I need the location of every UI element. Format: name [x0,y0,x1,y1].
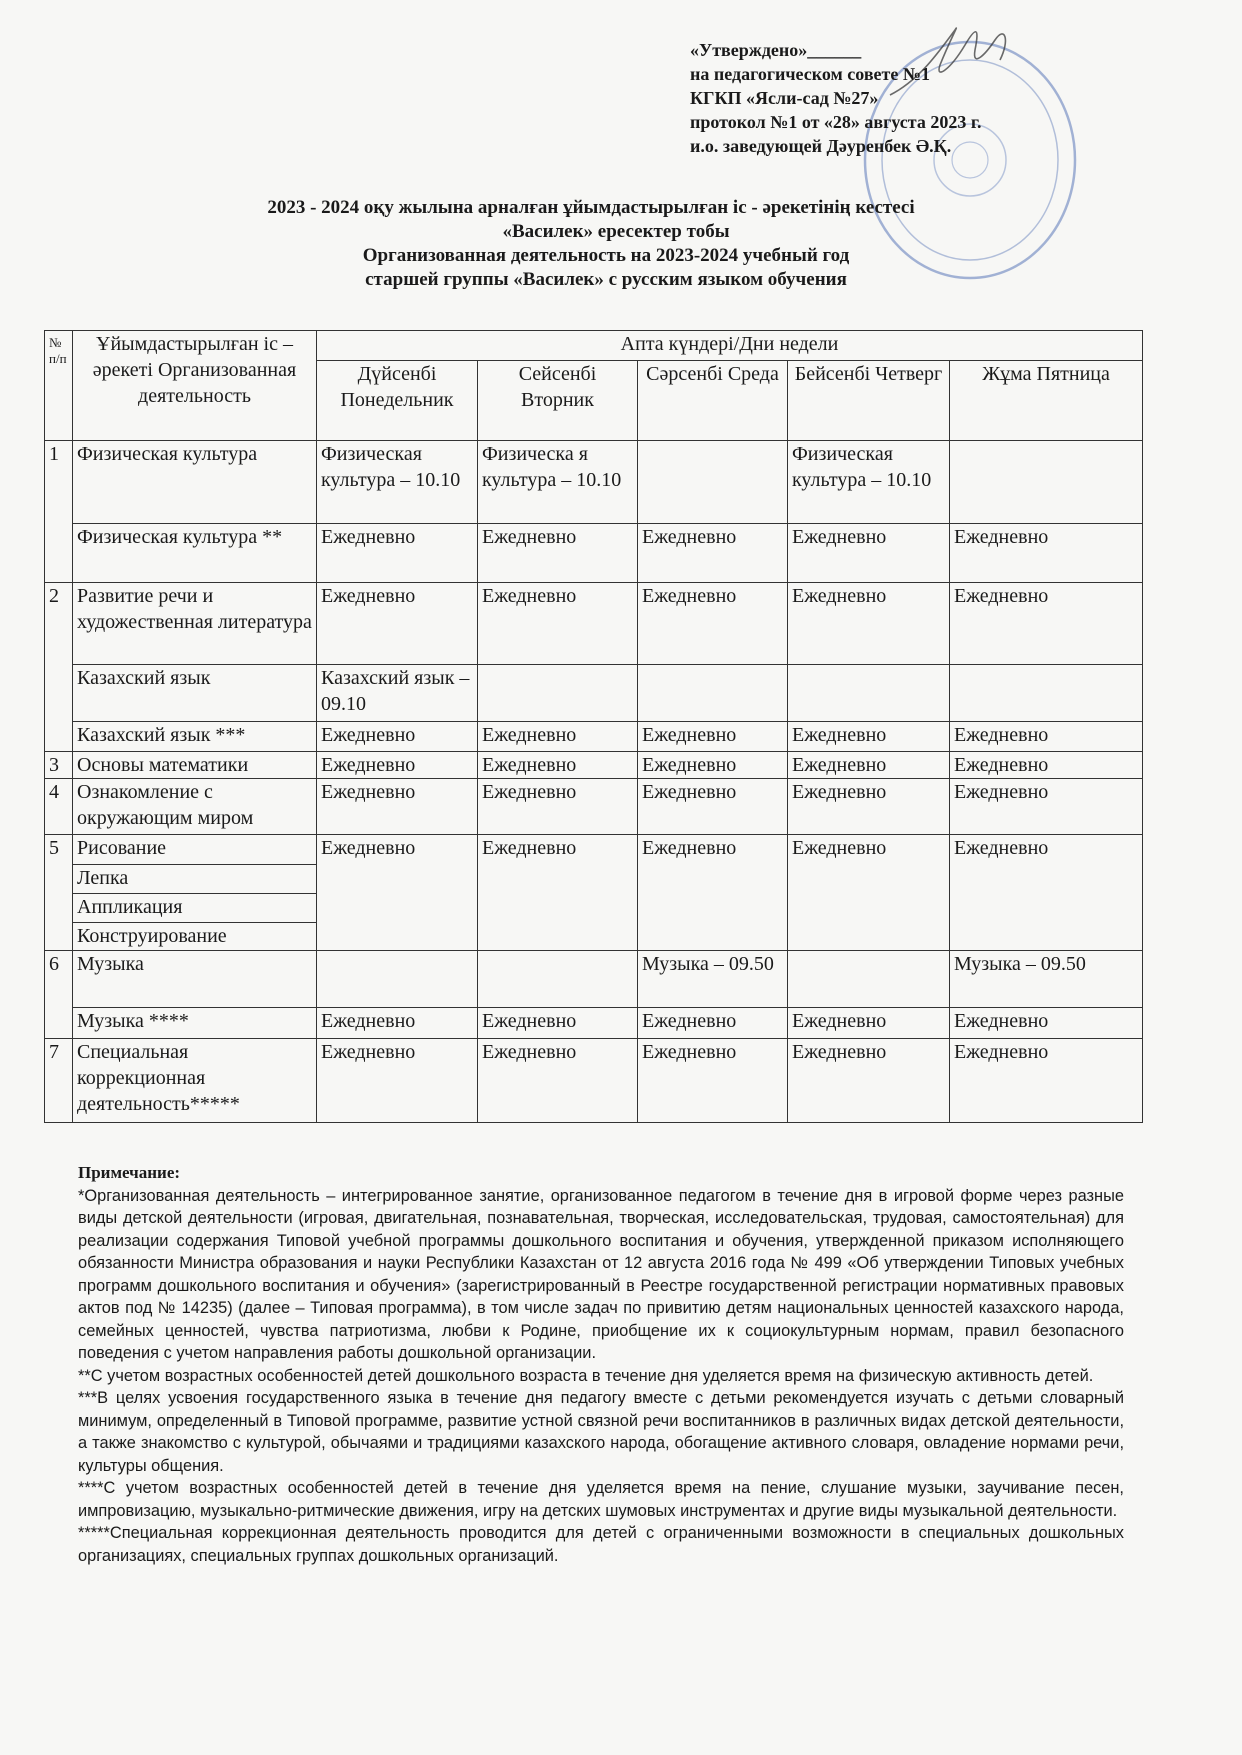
title-line-1: 2023 - 2024 оқу жылына арналған ұйымдастырылған іс - әрекетінің кестесі [267,197,915,218]
activity-name: Рисование [73,835,317,865]
approval-line-5: и.о. заведующей Дәуренбек Ә.Қ. [690,136,952,156]
cell-thu: Ежедневно [788,524,950,583]
cell-mon: Ежедневно [317,583,478,665]
cell-fri: Музыка – 09.50 [950,951,1143,1008]
cell-tue: Ежедневно [478,779,638,835]
cell-fri [950,441,1143,524]
note-5: *****Специальная коррекционная деятельность проводится для детей с ограниченными возможности в специальных дошкольных организациях, специальных группах дошкольных организаций. [78,1524,1124,1565]
cell-fri: Ежедневно [950,1039,1143,1123]
cell-mon: Ежедневно [317,752,478,779]
header-num: № п/п [45,331,73,441]
cell-tue: Ежедневно [478,752,638,779]
activity-name: Конструирование [73,923,317,951]
cell-thu: Ежедневно [788,752,950,779]
cell-thu: Ежедневно [788,779,950,835]
note-1: *Организованная деятельность – интегрированное занятие, организованное педагогом в течение дня в игровой форме через разные виды детской деятельности (игровая, двигательная, познавательная, творческая, исследовательская, трудовая, самостоятельная) для реализации содержания Типовой учебной программы дошкольного воспитания и обучения, утвержденной приказом исполняющего обязанности Министра образования и науки Республики Казахстан от 12 августа 2016 года № 499 «Об утверждении Типовых учебных программ дошкольного воспитания и обучения» (зарегистрированный в Реестре государственной регистрации нормативных правовых актов под № 14235) (далее – Типовая программа), в том числе задач по привитию детям национальных ценностей казахского народа, семейных ценностей, чувства патриотизма, любви к Родине, приобщение их к социокультурным нормам, правил безопасного поведения с учетом направления работы дошкольной организации. [78,1186,1124,1362]
table-row [45,951,1143,1008]
row-number: 4 [45,779,73,835]
cell-fri: Ежедневно [950,1008,1143,1039]
notes-section [78,1162,1124,1567]
cell-tue [478,665,638,722]
title-line-2: «Василек» ересектер тобы [502,221,730,242]
cell-tue: Ежедневно [478,583,638,665]
header-week-days: Апта күндері/Дни недели [317,331,1143,361]
cell-tue: Ежедневно [478,1039,638,1123]
cell-tue: Физическа я культура – 10.10 [478,441,638,524]
cell-wed: Ежедневно [638,835,788,951]
table-row [45,835,1143,865]
activity-name: Музыка [73,951,317,1008]
cell-thu: Ежедневно [788,1039,950,1123]
header-day-wed: Сәрсенбі Среда [638,361,788,441]
cell-mon: Ежедневно [317,722,478,752]
cell-fri: Ежедневно [950,722,1143,752]
cell-thu [788,951,950,1008]
cell-thu [788,665,950,722]
header-activity: Ұйымдастырылған іс – әрекеті Организованная деятельность [73,331,317,441]
cell-mon: Ежедневно [317,1039,478,1123]
table-row [45,1039,1143,1123]
cell-thu: Ежедневно [788,722,950,752]
cell-tue: Ежедневно [478,722,638,752]
cell-mon [317,951,478,1008]
cell-fri: Ежедневно [950,779,1143,835]
cell-wed: Ежедневно [638,752,788,779]
cell-tue: Ежедневно [478,524,638,583]
cell-tue: Ежедневно [478,1008,638,1039]
activity-name: Аппликация [73,894,317,923]
row-number: 7 [45,1039,73,1123]
activity-name: Казахский язык *** [73,722,317,752]
table-row [45,524,1143,583]
activity-name: Ознакомление с окружающим миром [73,779,317,835]
schedule-table [44,330,1143,1123]
cell-thu: Ежедневно [788,835,950,951]
row-number: 5 [45,835,73,951]
table-row [45,665,1143,722]
row-number: 2 [45,583,73,752]
activity-name: Специальная коррекционная деятельность***** [73,1039,317,1123]
cell-fri: Ежедневно [950,752,1143,779]
approval-line-2: на педагогическом совете №1 [690,64,930,84]
cell-wed: Ежедневно [638,1008,788,1039]
cell-wed: Ежедневно [638,524,788,583]
activity-name: Развитие речи и художественная литература [73,583,317,665]
cell-mon: Физическая культура – 10.10 [317,441,478,524]
title-line-3: Организованная деятельность на 2023-2024 учебный год [362,245,850,266]
cell-tue [478,951,638,1008]
row-number: 1 [45,441,73,583]
table-row [45,752,1143,779]
cell-fri: Ежедневно [950,524,1143,583]
activity-name: Лепка [73,865,317,894]
cell-mon: Ежедневно [317,1008,478,1039]
header-day-tue: Сейсенбі Вторник [478,361,638,441]
activity-name: Музыка **** [73,1008,317,1039]
cell-mon: Ежедневно [317,835,478,951]
cell-wed: Ежедневно [638,1039,788,1123]
table-row [45,722,1143,752]
cell-fri: Ежедневно [950,583,1143,665]
table-row [45,1008,1143,1039]
approval-line-3: КГКП «Ясли-сад №27» [690,88,879,108]
title-line-4: старшей группы «Василек» с русским языком обучения [365,269,847,290]
activity-name: Основы математики [73,752,317,779]
cell-wed: Ежедневно [638,722,788,752]
approval-line-1: «Утверждено»______ [690,40,862,60]
cell-wed: Ежедневно [638,779,788,835]
note-4: ****С учетом возрастных особенностей детей в течение дня уделяется время на пение, слушание музыки, заучивание песен, импровизацию, музыкально-ритмические движения, игру на детских шумовых инструментах и другие виды музыкальной деятельности. [78,1479,1124,1520]
cell-mon: Ежедневно [317,524,478,583]
approval-line-4: протокол №1 от «28» августа 2023 г. [690,112,982,132]
table-header-row [45,331,1143,361]
note-3: ***В целях усвоения государственного языка в течение дня педагогу вместе с детьми рекомендуется изучать с детьми словарный минимум, определенный в Типовой программе, развитие устной связной речи воспитанников в различных видах детской деятельности, а также знакомство с культурой, обычаями и традициями казахского народа, обогащение активного словаря, овладение нормами речи, культуры общения. [78,1389,1124,1475]
cell-wed: Музыка – 09.50 [638,951,788,1008]
cell-thu: Ежедневно [788,583,950,665]
header-day-mon: Дүйсенбі Понедельник [317,361,478,441]
document-title [60,196,1182,292]
activity-name: Физическая культура ** [73,524,317,583]
cell-fri: Ежедневно [950,835,1143,951]
table-row [45,583,1143,665]
table-row [45,779,1143,835]
activity-name: Казахский язык [73,665,317,722]
cell-wed: Ежедневно [638,583,788,665]
note-2: **С учетом возрастных особенностей детей дошкольного возраста в течение дня уделяется время на физическую активность детей. [78,1366,1094,1385]
row-number: 3 [45,752,73,779]
notes-heading: Примечание: [78,1163,181,1182]
row-number: 6 [45,951,73,1039]
cell-wed [638,441,788,524]
cell-fri [950,665,1143,722]
header-day-thu: Бейсенбі Четверг [788,361,950,441]
cell-thu: Ежедневно [788,1008,950,1039]
cell-wed [638,665,788,722]
header-day-fri: Жұма Пятница [950,361,1143,441]
activity-name: Физическая культура [73,441,317,524]
approval-block [690,38,1110,158]
table-row [45,441,1143,524]
cell-mon: Казахский язык – 09.10 [317,665,478,722]
cell-mon: Ежедневно [317,779,478,835]
cell-tue: Ежедневно [478,835,638,951]
cell-thu: Физическая культура – 10.10 [788,441,950,524]
